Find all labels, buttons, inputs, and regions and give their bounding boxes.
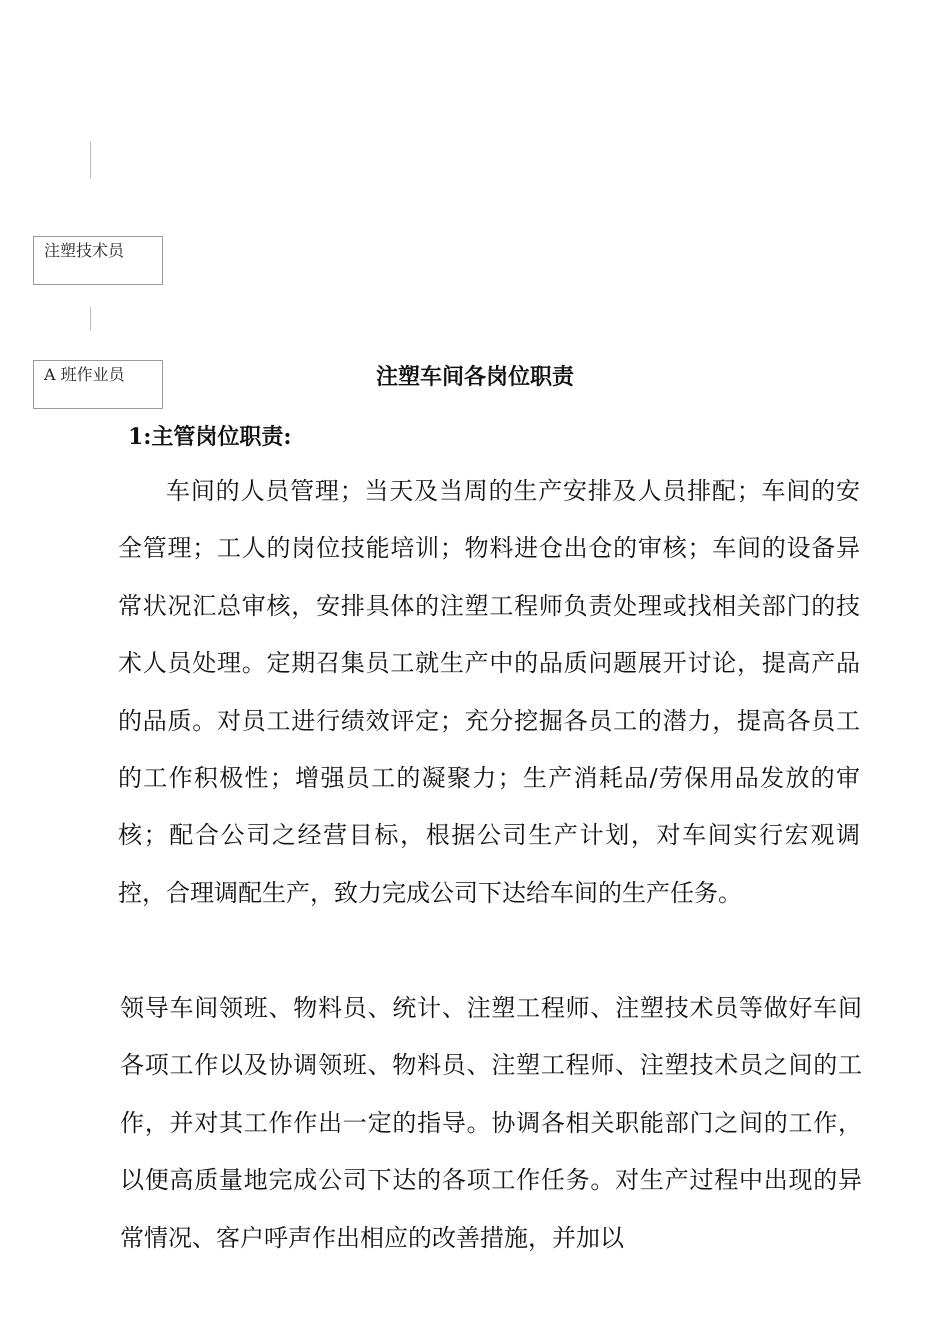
org-box-label: 注塑技术员 [44,241,125,260]
org-box-label: A 班作业员 [44,365,125,384]
org-box-injection-technician [33,236,163,285]
org-connector-line-top [90,141,91,179]
document-title: 注塑车间各岗位职责 [375,364,574,390]
paragraph-supervisor-duties: 车间的人员管理；当天及当周的生产安排及人员排配；车间的安全管理；工人的岗位技能培训；物料进仓出仓的审核；车间的设备异常状况汇总审核，安排具体的注塑工程师负责处理或找相关部门的技术人员处理。定期召集员工就生产中的品质问题展开讨论，提高产品的品质。对员工进行绩效评定；充分挖掘各员工的潜力，提高各员工的工作积极性；增强员工的凝聚力；生产消耗品/劳保用品发放的审核；配合公司之经营目标，根据公司生产计划，对车间实行宏观调控，合理调配生产，致力完成公司下达给车间的生产任务。 [118,477,860,907]
section-heading-supervisor: 1:主管岗位职责: [128,424,292,450]
org-connector-line-middle [90,307,91,331]
paragraph-supervisor-leadership: 领导车间领班、物料员、统计、注塑工程师、注塑技术员等做好车间各项工作以及协调领班、物料员、注塑工程师、注塑技术员之间的工作，并对其工作作出一定的指导。协调各相关职能部门之间的工作，以便高质量地完成公司下达的各项工作任务。对生产过程中出现的异常情况、客户呼声作出相应的改善措施，并加以 [120,994,862,1252]
